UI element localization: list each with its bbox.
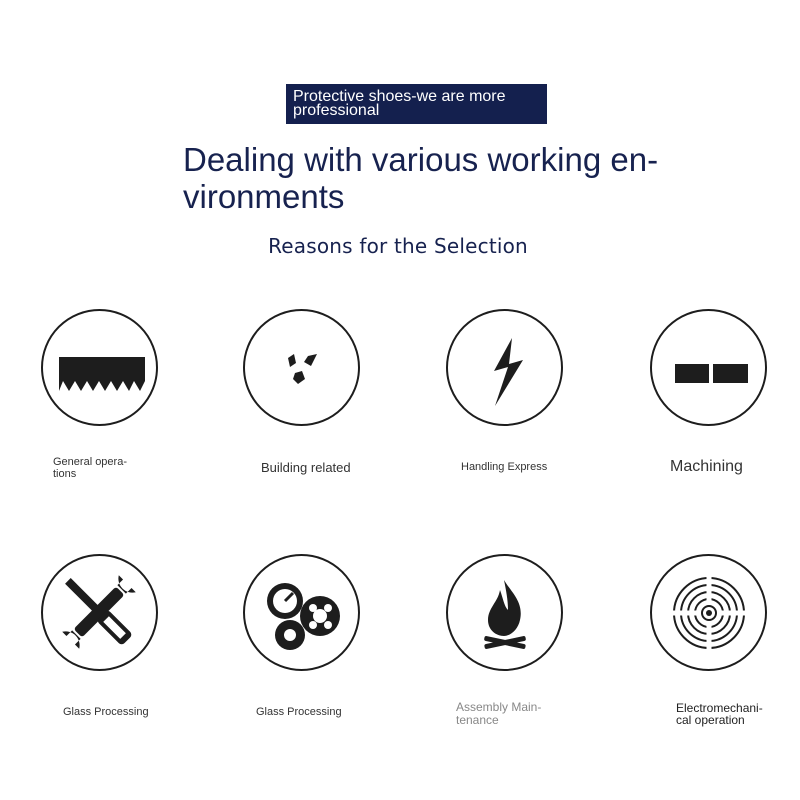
feature-label: General opera-tions <box>53 456 127 480</box>
feature-label: Building related <box>261 460 351 475</box>
flame-icon <box>446 554 563 671</box>
debris-icon <box>243 309 360 426</box>
section-subheading: Reasons for the Selection <box>268 234 528 258</box>
feature-label: Assembly Main-tenance <box>456 700 542 727</box>
feature-label: Electromechani-cal operation <box>676 701 763 727</box>
target-rings-icon <box>650 554 767 671</box>
gears-icon <box>243 554 360 671</box>
feature-label: Glass Processing <box>256 706 342 718</box>
feature-label: Machining <box>670 458 743 475</box>
feature-label: Glass Processing <box>63 706 149 718</box>
machining-blocks-icon <box>650 309 767 426</box>
wrench-screwdriver-icon <box>41 554 158 671</box>
saw-blade-icon <box>41 309 158 426</box>
page-title: Dealing with various working en-vironments <box>183 141 659 215</box>
feature-label: Handling Express <box>461 461 548 473</box>
lightning-icon <box>446 309 563 426</box>
header-badge: Protective shoes-we are more professional <box>286 84 547 124</box>
